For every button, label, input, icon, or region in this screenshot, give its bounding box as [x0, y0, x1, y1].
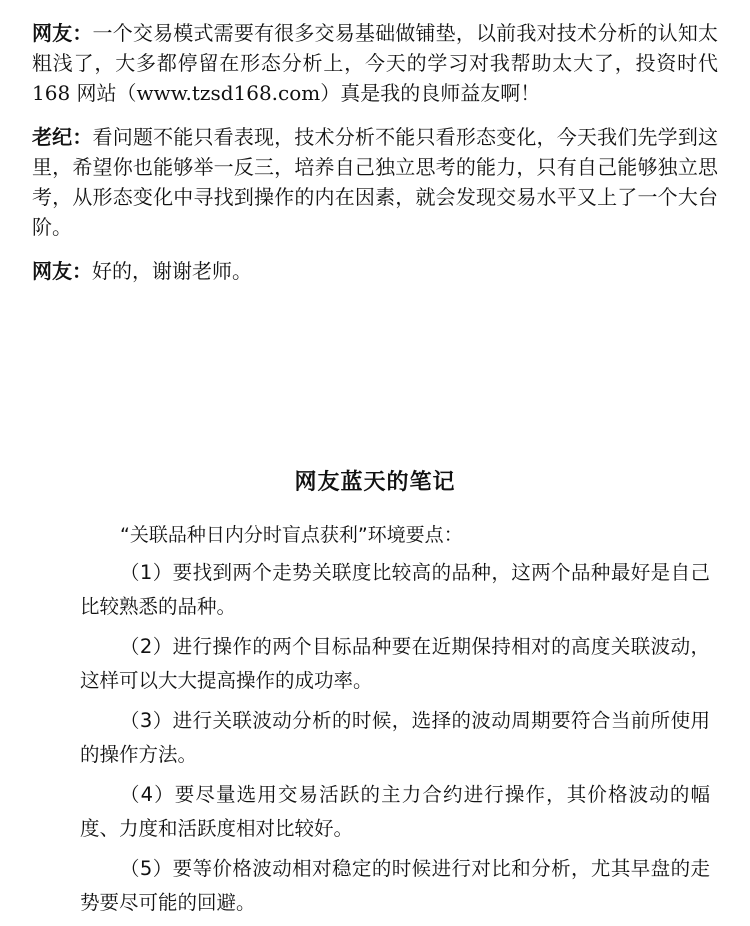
speaker-label: 网友：	[32, 21, 93, 45]
note-item: （2）进行操作的两个目标品种要在近期保持相对的高度关联波动，这样可以大大提高操作的成功率。	[80, 635, 710, 692]
dialogue-text: 看问题不能只看表现，技术分析不能只看形态变化，今天我们先学到这里，希望你也能够举一反三，培养自己独立思考的能力，只有自己能够独立思考，从形态变化中寻找到操作的内在因素，就会发现交易水平又上了一个大台阶。	[32, 125, 719, 239]
dialogue-text: 好的，谢谢老师。	[92, 259, 252, 283]
speaker-label: 老纪：	[32, 125, 93, 149]
speaker-label: 网友：	[32, 259, 92, 283]
dialogue-section	[32, 18, 718, 300]
notes-section	[80, 520, 710, 926]
dialogue-paragraph	[32, 18, 718, 108]
note-item: （3）进行关联波动分析的时候，选择的波动周期要符合当前所使用的操作方法。	[80, 709, 710, 766]
dialogue-paragraph	[32, 122, 718, 242]
notes-title: 网友蓝天的笔记	[294, 470, 456, 495]
note-item: （1）要找到两个走势关联度比较高的品种，这两个品种最好是自己比较熟悉的品种。	[80, 561, 710, 618]
dialogue-paragraph	[32, 256, 718, 286]
note-item: （4）要尽量选用交易活跃的主力合约进行操作，其价格波动的幅度、力度和活跃度相对比较好。	[80, 783, 710, 840]
dialogue-text: 一个交易模式需要有很多交易基础做铺垫，以前我对技术分析的认知太粗浅了，大多都停留在形态分析上，今天的学习对我帮助太大了，投资时代 168 网站（www.tzsd168.com）真是我的良师益友啊！	[32, 21, 719, 105]
notes-intro: “关联品种日内分时盲点获利”环境要点：	[120, 524, 463, 546]
note-item: （5）要等价格波动相对稳定的时候进行对比和分析，尤其早盘的走势要尽可能的回避。	[80, 857, 710, 914]
